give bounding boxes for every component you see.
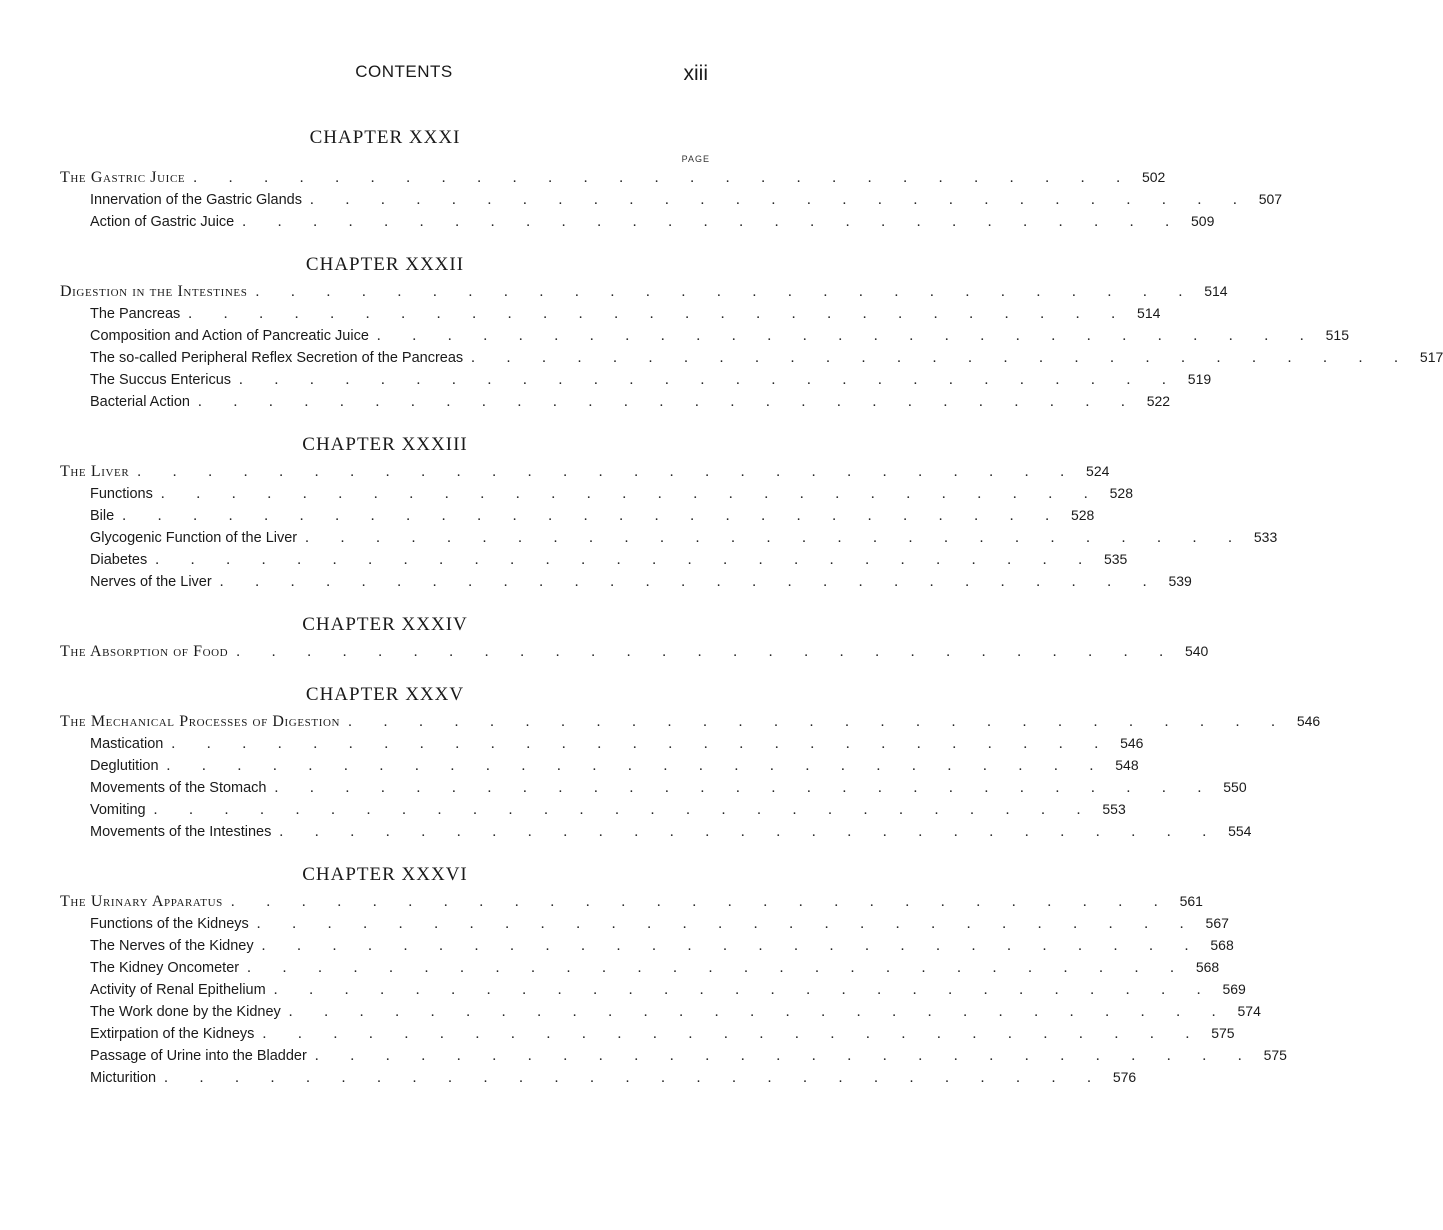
entry-label: Functions of the Kidneys <box>90 916 249 932</box>
entry-page-number: 574 <box>1237 1003 1261 1019</box>
entry-page-number: 546 <box>1296 713 1321 729</box>
toc-sub-entry <box>60 570 1192 592</box>
chapter-heading: CHAPTER XXXIV <box>302 614 468 635</box>
entry-label: Nerves of the Liver <box>90 574 212 590</box>
entry-page-number: 507 <box>1258 191 1283 207</box>
table-of-contents <box>60 123 1443 1106</box>
toc-main-entry <box>60 890 1203 912</box>
chapter-section <box>60 430 1278 592</box>
entry-label: The Gastric Juice <box>60 169 186 186</box>
chapter-section <box>60 860 1287 1088</box>
dot-leader: . . . . . . . . . . . . . . . . . . . . . . . . . . . <box>153 802 1095 818</box>
toc-sub-entry <box>60 526 1278 548</box>
dot-leader: . . . . . . . . . . . . . . . . . . . . . . . . . . . <box>155 552 1096 568</box>
entry-label: Glycogenic Function of the Liver <box>90 530 298 546</box>
entry-page-number: 567 <box>1205 915 1229 931</box>
chapter-section <box>60 680 1321 842</box>
entry-page-number: 502 <box>1141 169 1166 185</box>
chapter-heading: CHAPTER XXXVI <box>302 864 468 885</box>
dot-leader: . . . . . . . . . . . . . . . . . . . . . . . . . . . <box>247 960 1188 976</box>
dot-leader: . . . . . . . . . . . . . . . . . . . . . . . . . . . <box>314 1048 1256 1064</box>
dot-leader: . . . . . . . . . . . . . . . . . . . . . . . . . . . <box>166 758 1108 774</box>
chapter-section <box>60 123 1283 232</box>
chapter-section <box>60 610 1209 662</box>
toc-sub-entry <box>60 776 1247 798</box>
dot-leader: . . . . . . . . . . . . . . . . . . . . . . . . . . . <box>122 508 1063 524</box>
entry-label: Passage of Urine into the Bladder <box>90 1048 307 1064</box>
dot-leader: . . . . . . . . . . . . . . . . . . . . . . . . . . . <box>305 530 1246 546</box>
dot-leader: . . . . . . . . . . . . . . . . . . . . . . . . . . . <box>236 644 1177 660</box>
entry-label: Extirpation of the Kidneys <box>90 1026 255 1042</box>
entry-label: Movements of the Stomach <box>90 780 267 796</box>
dot-leader: . . . . . . . . . . . . . . . . . . . . . . . . . . . <box>239 372 1180 388</box>
toc-sub-entry <box>60 368 1212 390</box>
entry-label: Bile <box>90 508 115 524</box>
entry-label: The Nerves of the Kidney <box>90 938 254 954</box>
entry-label: Innervation of the Gastric Glands <box>90 192 302 208</box>
entry-page-number: 519 <box>1187 371 1212 387</box>
entry-page-number: 524 <box>1086 463 1110 479</box>
entry-label: The so-called Peripheral Reflex Secretion of the Pancreas <box>90 350 464 366</box>
dot-leader: . . . . . . . . . . . . . . . . . . . . . . . . . . . <box>171 736 1113 752</box>
dot-leader: . . . . . . . . . . . . . . . . . . . . . . . . . . . <box>255 284 1197 300</box>
entry-page-number: 569 <box>1222 981 1246 997</box>
dot-leader: . . . . . . . . . . . . . . . . . . . . . . . . . . . <box>137 464 1079 480</box>
dot-leader: . . . . . . . . . . . . . . . . . . . . . . . . . . . <box>256 916 1198 932</box>
dot-leader: . . . . . . . . . . . . . . . . . . . . . . . . . . . <box>261 938 1203 954</box>
entry-page-number: 568 <box>1195 959 1220 975</box>
toc-sub-entry <box>60 210 1215 232</box>
toc-sub-entry <box>60 390 1171 412</box>
entry-page-number: 514 <box>1204 283 1228 299</box>
toc-main-entry <box>60 710 1321 732</box>
dot-leader: . . . . . . . . . . . . . . . . . . . . . . . . . . . <box>188 306 1130 322</box>
entry-page-number: 539 <box>1168 573 1192 589</box>
entry-label: The Mechanical Processes of Digestion <box>60 713 341 730</box>
entry-label: Vomiting <box>90 802 146 818</box>
toc-sub-entry <box>60 324 1349 346</box>
toc-main-entry <box>60 640 1209 662</box>
dot-leader: . . . . . . . . . . . . . . . . . . . . . . . . . . . <box>242 214 1183 230</box>
entry-page-number: 576 <box>1112 1069 1137 1085</box>
toc-sub-entry <box>60 482 1133 504</box>
dot-leader: . . . . . . . . . . . . . . . . . . . . . . . . . . . <box>376 328 1318 344</box>
entry-page-number: 528 <box>1109 485 1133 501</box>
toc-sub-entry <box>60 188 1283 210</box>
entry-label: Composition and Action of Pancreatic Juice <box>90 328 369 344</box>
toc-main-entry <box>60 166 1166 188</box>
entry-label: Action of Gastric Juice <box>90 214 235 230</box>
toc-sub-entry <box>60 912 1229 934</box>
dot-leader: . . . . . . . . . . . . . . . . . . . . . . . . . . . <box>160 486 1102 502</box>
dot-leader: . . . . . . . . . . . . . . . . . . . . . . . . . . . <box>288 1004 1230 1020</box>
entry-page-number: 561 <box>1179 893 1203 909</box>
dot-leader: . . . . . . . . . . . . . . . . . . . . . . . . . . . <box>219 574 1161 590</box>
page-column-label: PAGE <box>681 154 710 164</box>
toc-main-entry <box>60 460 1110 482</box>
chapter-heading: CHAPTER XXXV <box>305 684 465 705</box>
entry-page-number: 533 <box>1253 529 1278 545</box>
toc-sub-entry <box>60 1000 1261 1022</box>
entry-label: The Pancreas <box>90 306 181 322</box>
entry-label: Digestion in the Intestines <box>60 283 248 300</box>
entry-label: Mastication <box>90 736 164 752</box>
dot-leader: . . . . . . . . . . . . . . . . . . . . . . . . . . . <box>164 1070 1105 1086</box>
entry-page-number: 548 <box>1115 757 1139 773</box>
dot-leader: . . . . . . . . . . . . . . . . . . . . . . . . . . . <box>193 170 1134 186</box>
entry-page-number: 554 <box>1228 823 1252 839</box>
entry-label: The Urinary Apparatus <box>60 893 223 910</box>
entry-page-number: 509 <box>1191 213 1215 229</box>
toc-sub-entry <box>60 504 1095 526</box>
entry-label: Movements of the Intestines <box>90 824 272 840</box>
entry-label: The Liver <box>60 463 130 480</box>
page-header <box>100 62 708 92</box>
chapter-section <box>60 250 1443 412</box>
entry-page-number: 535 <box>1103 551 1128 567</box>
dot-leader: . . . . . . . . . . . . . . . . . . . . . . . . . . . <box>471 350 1412 366</box>
dot-leader: . . . . . . . . . . . . . . . . . . . . . . . . . . . <box>274 780 1216 796</box>
entry-page-number: 546 <box>1120 735 1144 751</box>
toc-sub-entry <box>60 956 1220 978</box>
toc-sub-entry <box>60 798 1126 820</box>
entry-label: The Succus Entericus <box>90 372 232 388</box>
toc-sub-entry <box>60 754 1139 776</box>
toc-sub-entry <box>60 346 1443 368</box>
toc-sub-entry <box>60 1066 1137 1088</box>
toc-sub-entry <box>60 1044 1287 1066</box>
entry-label: Activity of Renal Epithelium <box>90 982 266 998</box>
entry-label: Functions <box>90 486 153 502</box>
dot-leader: . . . . . . . . . . . . . . . . . . . . . . . . . . . <box>348 714 1289 730</box>
chapter-heading: CHAPTER XXXIII <box>302 434 468 455</box>
toc-main-entry <box>60 280 1228 302</box>
toc-sub-entry <box>60 302 1161 324</box>
entry-page-number: 515 <box>1325 327 1349 343</box>
entry-label: Bacterial Action <box>90 394 190 410</box>
toc-sub-entry <box>60 820 1252 842</box>
toc-sub-entry <box>60 548 1128 570</box>
entry-page-number: 528 <box>1070 507 1095 523</box>
dot-leader: . . . . . . . . . . . . . . . . . . . . . . . . . . . <box>279 824 1221 840</box>
page-title: CONTENTS <box>355 62 453 81</box>
dot-leader: . . . . . . . . . . . . . . . . . . . . . . . . . . . <box>309 192 1251 208</box>
entry-page-number: 550 <box>1223 779 1247 795</box>
entry-page-number: 517 <box>1419 349 1443 365</box>
dot-leader: . . . . . . . . . . . . . . . . . . . . . . . . . . . <box>230 894 1172 910</box>
dot-leader: . . . . . . . . . . . . . . . . . . . . . . . . . . . <box>197 394 1139 410</box>
toc-sub-entry <box>60 1022 1235 1044</box>
entry-label: The Absorption of Food <box>60 643 229 660</box>
entry-label: Micturition <box>90 1070 157 1086</box>
entry-page-number: 522 <box>1146 393 1171 409</box>
toc-sub-entry <box>60 934 1234 956</box>
dot-leader: . . . . . . . . . . . . . . . . . . . . . . . . . . . <box>262 1026 1204 1042</box>
entry-page-number: 575 <box>1263 1047 1287 1063</box>
page-number: xiii <box>683 62 708 85</box>
entry-label: Diabetes <box>90 552 148 568</box>
chapter-heading: CHAPTER XXXI <box>309 127 461 148</box>
entry-label: Deglutition <box>90 758 159 774</box>
entry-page-number: 540 <box>1184 643 1209 659</box>
toc-sub-entry <box>60 978 1246 1000</box>
entry-page-number: 568 <box>1210 937 1234 953</box>
chapter-heading: CHAPTER XXXII <box>305 254 465 275</box>
entry-page-number: 575 <box>1211 1025 1235 1041</box>
entry-page-number: 553 <box>1102 801 1126 817</box>
dot-leader: . . . . . . . . . . . . . . . . . . . . . . . . . . . <box>273 982 1215 998</box>
entry-label: The Work done by the Kidney <box>90 1004 281 1020</box>
toc-sub-entry <box>60 732 1144 754</box>
entry-page-number: 514 <box>1137 305 1161 321</box>
entry-label: The Kidney Oncometer <box>90 960 240 976</box>
